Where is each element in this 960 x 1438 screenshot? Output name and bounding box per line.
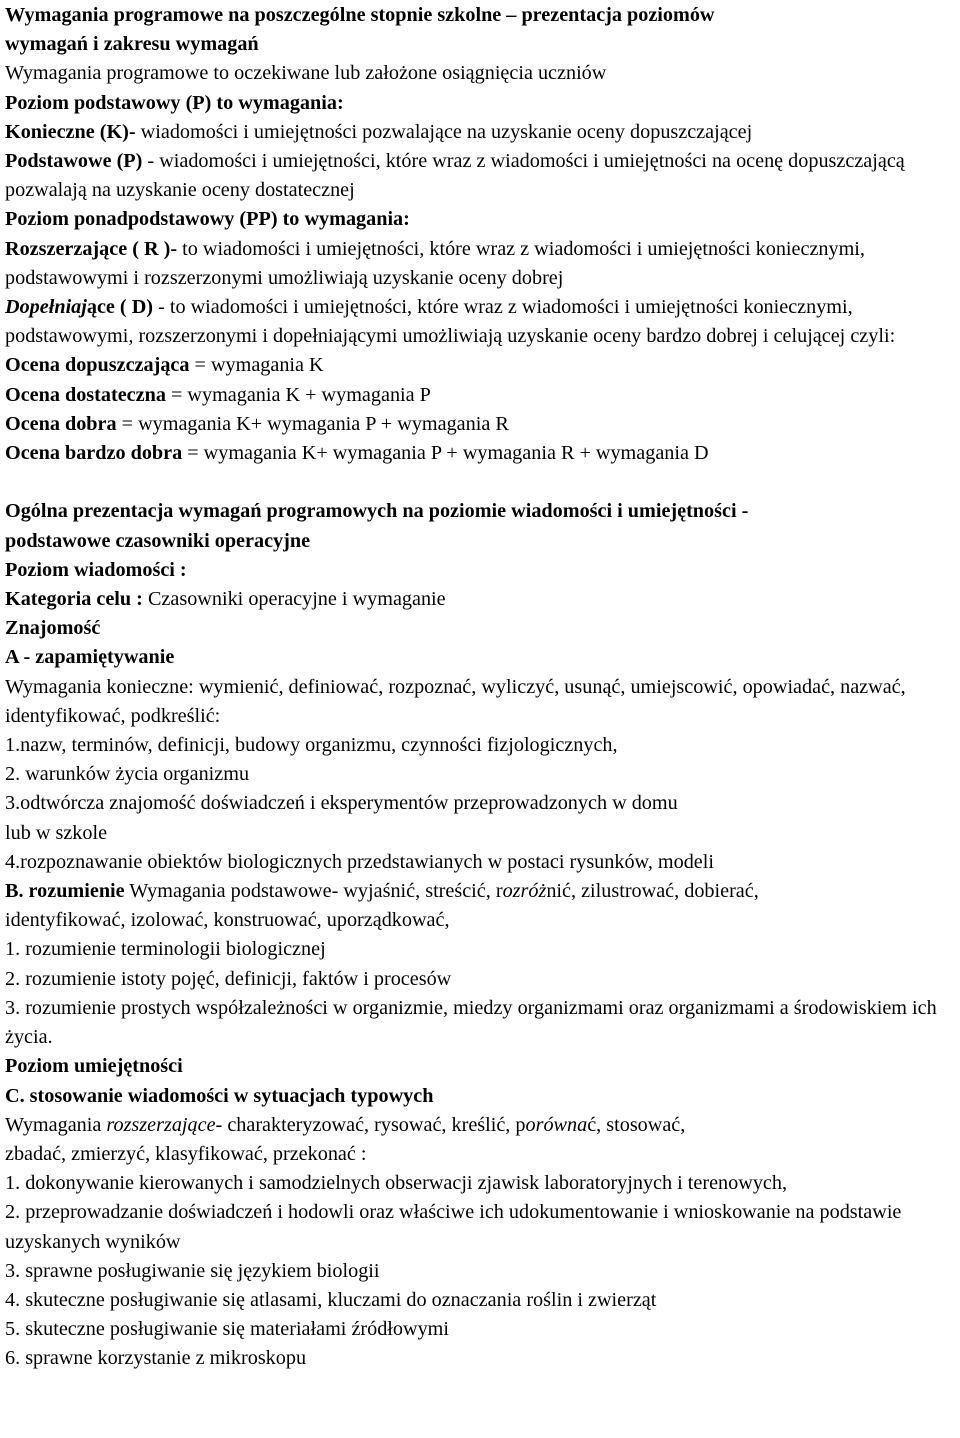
znajomosc-heading: Znajomość — [5, 617, 101, 640]
advanced-level-heading: Poziom ponadpodstawowy (PP) to wymagania: — [5, 208, 410, 231]
requirement-k: Konieczne (K)- wiadomości i umiejętności pozwalające na uzyskanie oceny dopuszczającej — [5, 120, 753, 143]
b-heading-line: B. rozumienie Wymagania podstawowe- wyjaśnić, streścić, rozróżnić, zilustrować, dobierać, — [5, 880, 759, 903]
grade-row: Ocena dobra = wymagania K+ wymagania P + wymagania R — [5, 412, 509, 435]
knowledge-level-heading: Poziom wiadomości : — [5, 558, 187, 581]
list-item: 2. warunków życia organizmu — [5, 763, 250, 786]
grade-row: Ocena dopuszczająca = wymagania K — [5, 354, 324, 377]
grade-row: Ocena bardzo dobra = wymagania K+ wymagania P + wymagania R + wymagania D — [5, 442, 709, 465]
c-heading: C. stosowanie wiadomości w sytuacjach typowych — [5, 1084, 434, 1107]
list-item: 4.rozpoznawanie obiektów biologicznych przedstawianych w postaci rysunków, modeli — [5, 850, 714, 873]
section2-title: Ogólna prezentacja wymagań programowych na poziomie wiadomości i umiejętności - — [5, 500, 749, 523]
list-item: 6. sprawne korzystanie z mikroskopu — [5, 1347, 307, 1370]
requirement-r: Rozszerzające ( R )- to wiadomości i umiejętności, które wraz z wiadomości i umiejętności koniecznymi, podstawowymi i rozszerzonymi umożliwiają uzyskanie oceny dobrej — [5, 237, 865, 289]
list-item: 5. skuteczne posługiwanie się materiałami źródłowymi — [5, 1318, 449, 1341]
list-item: 1. dokonywanie kierowanych i samodzielnych obserwacji zjawisk laboratoryjnych i terenowych, — [5, 1172, 788, 1195]
section2-title-cont: podstawowe czasowniki operacyjne — [5, 529, 311, 552]
list-item: 3. sprawne posługiwanie się językiem biologii — [5, 1259, 380, 1282]
list-item: 2. rozumienie istoty pojęć, definicji, faktów i procesów — [5, 967, 452, 990]
a-requirements: Wymagania konieczne: wymienić, definiować, rozpoznać, wyliczyć, usunąć, umiejscowić, opowiadać, nazwać, identyfikować, podkreślić: — [5, 675, 906, 727]
skills-level-heading: Poziom umiejętności — [5, 1055, 183, 1078]
list-item: lub w szkole — [5, 821, 108, 844]
grade-row: Ocena dostateczna = wymagania K + wymagania P — [5, 383, 431, 406]
requirement-p: Podstawowe (P) - wiadomości i umiejętności, które wraz z wiadomości i umiejętności na ocenę dopuszczającą pozwalają na uzyskanie oceny dostatecznej — [5, 150, 905, 202]
c-requirements: Wymagania rozszerzające- charakteryzować, rysować, kreślić, porównać, stosować, — [5, 1113, 686, 1136]
list-item: 4. skuteczne posługiwanie się atlasami, kluczami do oznaczania roślin i zwierząt — [5, 1288, 657, 1311]
category-line: Kategoria celu : Czasowniki operacyjne i wymaganie — [5, 588, 446, 611]
list-item: 3. rozumienie prostych współzależności w organizmie, miedzy organizmami oraz organizmami a środowiskiem ich życia. — [5, 996, 937, 1049]
b-requirements-cont: identyfikować, izolować, konstruować, uporządkować, — [5, 909, 450, 932]
requirement-d: Dopełniające ( D) - to wiadomości i umiejętności, które wraz z wiadomości i umiejętności koniecznymi, podstawowymi, rozszerzonymi i dopełniającymi umożliwiają uzyskanie oceny bardzo dobrej i celującej czyli: — [5, 296, 896, 348]
list-item: 3.odtwórcza znajomość doświadczeń i eksperymentów przeprowadzonych w domu — [5, 792, 678, 815]
list-item: 1.nazw, terminów, definicji, budowy organizmu, czynności fizjologicznych, — [5, 734, 618, 757]
section-spacer — [5, 468, 957, 497]
intro-text: Wymagania programowe to oczekiwane lub założone osiągnięcia uczniów — [5, 62, 607, 85]
list-item: 2. przeprowadzanie doświadczeń i hodowli oraz właściwe ich udokumentowanie i wnioskowanie na podstawie uzyskanych wyników — [5, 1201, 902, 1253]
list-item: 1. rozumienie terminologii biologicznej — [5, 938, 326, 961]
c-requirements-cont: zbadać, zmierzyć, klasyfikować, przekonać : — [5, 1142, 367, 1165]
basic-level-heading: Poziom podstawowy (P) to wymagania: — [5, 91, 344, 114]
a-heading: A - zapamiętywanie — [5, 646, 175, 669]
section1-title-cont: wymagań i zakresu wymagań — [5, 33, 259, 56]
section1-title: Wymagania programowe na poszczególne stopnie szkolne – prezentacja poziomów — [5, 4, 715, 26]
